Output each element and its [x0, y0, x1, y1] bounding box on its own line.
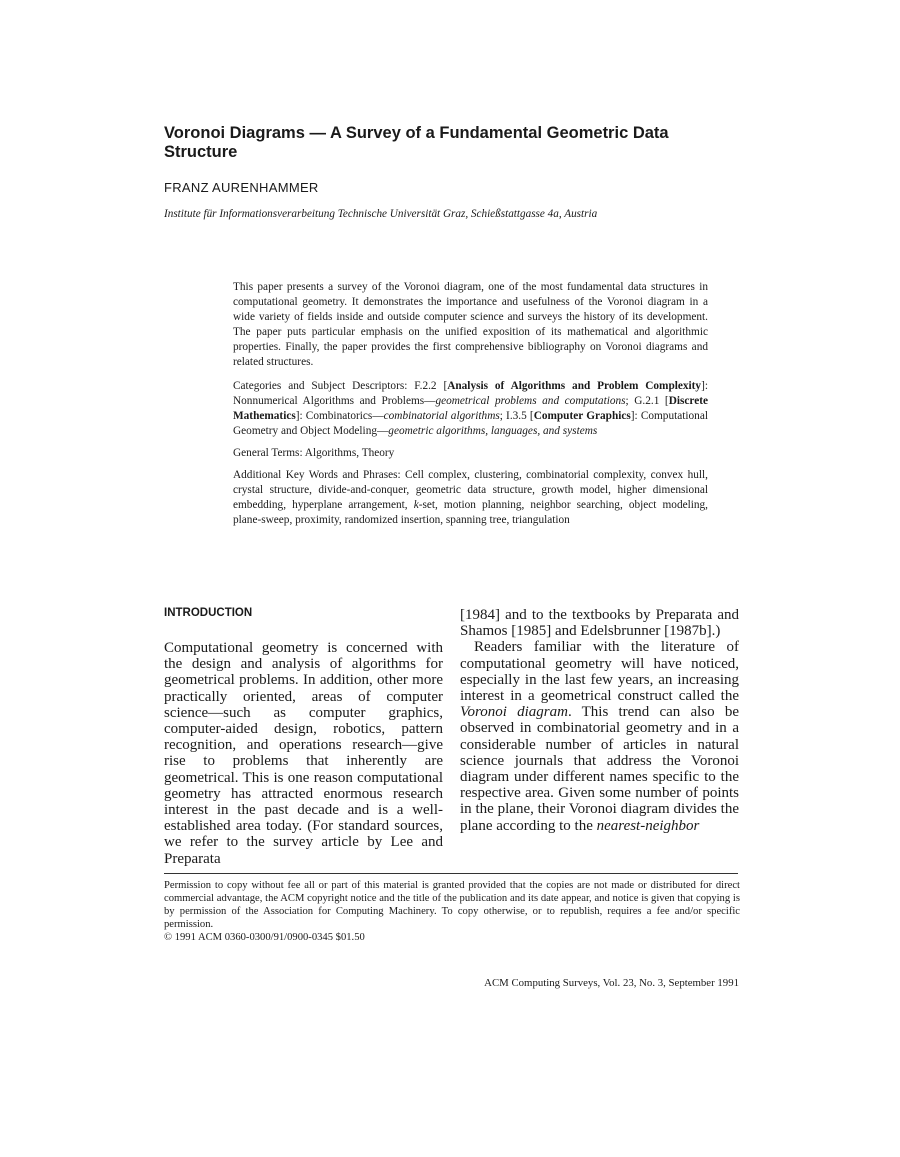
paper-title: Voronoi Diagrams — A Survey of a Fundamental Geometric Data Structure [164, 124, 669, 161]
footnote-divider [164, 873, 738, 874]
abstract-block [233, 280, 708, 535]
left-column-paragraph: Computational geometry is concerned with the design and analysis of algorithms for geometrical problems. In addition, other more practically oriented, areas of computer science—such as computer graphics, computer-aided design, robotics, pattern recognition, and operations research—give rise to problems that inherently are geometrical. This is one reason computational geometry has attracted enormous research interest in the past decade and is a well-established area today. (For standard sources, we refer to the survey article by Lee and Preparata [164, 640, 443, 867]
paragraph-2-text-a: Readers familiar with the literature of computational geometry will have noticed, especially in the last few years, an increasing interest in a geometrical construct called the [460, 639, 739, 705]
term-nearest-neighbor: nearest-neighbor [596, 817, 700, 834]
term-voronoi-diagram: Voronoi diagram [460, 704, 568, 721]
section-heading: INTRODUCTION [164, 607, 253, 619]
left-column [164, 606, 443, 867]
category-1-subject: geometrical problems and computations [435, 395, 626, 407]
category-3-subject: geometric algorithms, languages, and systems [388, 425, 598, 437]
journal-citation: ACM Computing Surveys, Vol. 23, No. 3, September 1991 [484, 977, 739, 989]
category-1-text: ]: Nonnumerical Algorithms and Problems— [233, 380, 708, 407]
category-3-title: Computer Graphics [533, 410, 631, 422]
right-column-paragraph-1: [1984] and to the textbooks by Preparata and Shamos [1985] and Edelsbrunner [1987b].) [460, 607, 739, 640]
author-affiliation: Institute für Informationsverarbeitung Technische Universität Graz, Schießstattgasse 4a, Austria [164, 208, 598, 220]
keywords-k-italic: k [413, 499, 419, 511]
keywords-part-1: Additional Key Words and Phrases: Cell complex, clustering, combinatorial complexity, convex hull, crystal structure, divide-and-conquer, geometric data structure, growth model, higher dimensional embedding, hyperplane arrangement, [233, 469, 708, 511]
author-name: FRANZ AURENHAMMER [164, 180, 319, 195]
category-2-text: ]: Combinatorics— [295, 410, 384, 422]
keywords-part-2: -set, motion planning, neighbor searching, object modeling, plane-sweep, proximity, randomized insertion, spanning tree, triangulation [233, 499, 708, 526]
category-2-code: ; G.2.1 [ [625, 395, 669, 407]
paragraph-2-text-b: . This trend can also be observed in combinatorial geometry and in a considerable number of articles in natural science journals that address the Voronoi diagram under different names specific to the respective area. Given some number of points in the plane, their Voronoi diagram divides the plane according to the [460, 704, 739, 834]
permission-text: Permission to copy without fee all or part of this material is granted provided that the copies are not made or distributed for direct commercial advantage, the ACM copyright notice and the title of the publication and its date appear, and notice is given that copying is by permission of the Association for Computing Machinery. To copy otherwise, or to republish, requires a fee and/or specific permission. [164, 880, 740, 930]
right-column [460, 607, 739, 834]
categories-prefix: Categories and Subject Descriptors: F.2.2 [ [233, 380, 448, 392]
keywords [233, 468, 708, 528]
category-2-subject: combinatorial algorithms [383, 410, 500, 422]
permission-footnote [164, 879, 740, 944]
categories-descriptors [233, 379, 708, 439]
right-column-paragraph-2 [460, 639, 739, 833]
copyright-line: © 1991 ACM 0360-0300/91/0900-0345 $01.50 [164, 932, 365, 943]
category-1-title: Analysis of Algorithms and Problem Complexity [447, 380, 702, 392]
category-2-title: Discrete Mathematics [233, 395, 708, 422]
abstract-text: This paper presents a survey of the Voronoi diagram, one of the most fundamental data structures in computational geometry. It demonstrates the importance and usefulness of the Voronoi diagram in a wide variety of fields inside and outside computer science and surveys the history of its development. The paper puts particular emphasis on the unified exposition of its mathematical and algorithmic properties. Finally, the paper provides the first comprehensive bibliography on Voronoi diagrams and related structures. [233, 281, 708, 368]
general-terms: General Terms: Algorithms, Theory [233, 447, 395, 459]
category-3-code: ; I.3.5 [ [499, 410, 534, 422]
category-3-text: ]: Computational Geometry and Object Modeling— [233, 410, 708, 437]
